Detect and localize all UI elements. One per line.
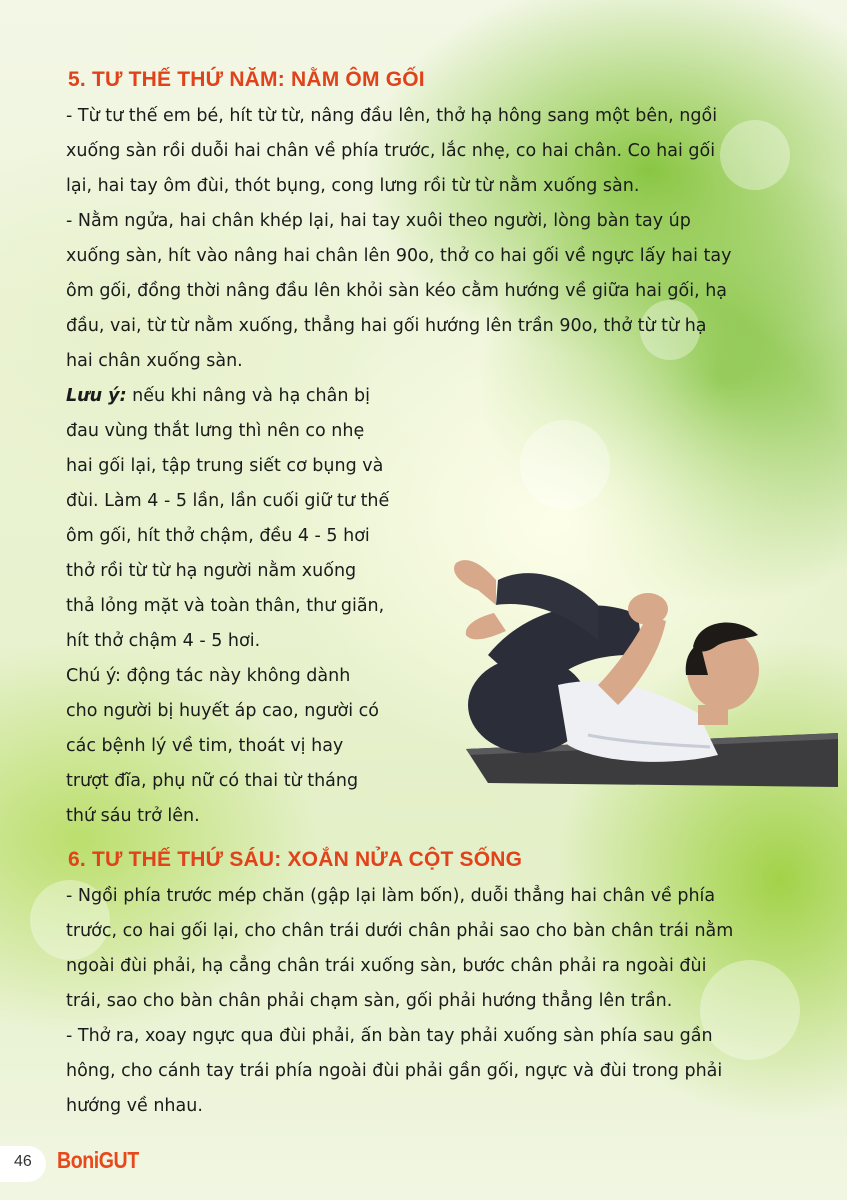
section5-paragraph-2 bbox=[66, 204, 780, 379]
text-line: đau vùng thắt lưng thì nên co nhẹ bbox=[66, 421, 365, 441]
page-number: 46 bbox=[14, 1153, 32, 1170]
text-line: cho người bị huyết áp cao, người có bbox=[66, 701, 379, 721]
text-line: hít thở chậm 4 - 5 hơi. bbox=[66, 631, 261, 651]
yoga-pose-photo bbox=[448, 535, 838, 795]
text-line: nếu khi nâng và hạ chân bị bbox=[126, 386, 370, 406]
text-line: - Ngồi phía trước mép chăn (gập lại làm bốn), duỗi thẳng hai chân về phía bbox=[66, 886, 716, 906]
text-line: ngoài đùi phải, hạ cẳng chân trái xuống sàn, bước chân phải ra ngoài đùi bbox=[66, 956, 707, 976]
section5-note bbox=[66, 379, 416, 659]
text-line: thở rồi từ từ hạ người nằm xuống bbox=[66, 561, 357, 581]
text-line: - Từ tư thế em bé, hít từ từ, nâng đầu lên, thở hạ hông sang một bên, ngồi bbox=[66, 106, 718, 126]
text-line: ôm gối, hít thở chậm, đều 4 - 5 hơi bbox=[66, 526, 370, 546]
text-line: hông, cho cánh tay trái phía ngoài đùi phải gần gối, ngực và đùi trong phải bbox=[66, 1061, 723, 1081]
text-line: xuống sàn rồi duỗi hai chân về phía trước, lắc nhẹ, co hai chân. Co hai gối bbox=[66, 141, 716, 161]
section6-paragraph-1 bbox=[66, 879, 780, 1019]
text-line: thứ sáu trở lên. bbox=[66, 806, 200, 826]
bokeh-light bbox=[520, 420, 610, 510]
text-line: - Thở ra, xoay ngực qua đùi phải, ấn bàn tay phải xuống sàn phía sau gần bbox=[66, 1026, 713, 1046]
text-line: - Nằm ngửa, hai chân khép lại, hai tay xuôi theo người, lòng bàn tay úp bbox=[66, 211, 691, 231]
text-line: trượt đĩa, phụ nữ có thai từ tháng bbox=[66, 771, 359, 791]
text-line: hướng về nhau. bbox=[66, 1096, 203, 1116]
note-label: Lưu ý: bbox=[66, 386, 127, 406]
text-line: hai chân xuống sàn. bbox=[66, 351, 243, 371]
section6-heading: 6. TƯ THẾ THỨ SÁU: XOẮN NỬA CỘT SỐNG bbox=[68, 848, 523, 871]
brand-logo: BoniGUT bbox=[57, 1147, 139, 1173]
text-line: Chú ý: động tác này không dành bbox=[66, 666, 351, 686]
text-line: hai gối lại, tập trung siết cơ bụng và bbox=[66, 456, 384, 476]
text-line: xuống sàn, hít vào nâng hai chân lên 90o, thở co hai gối về ngực lấy hai tay bbox=[66, 246, 732, 266]
text-line: ôm gối, đồng thời nâng đầu lên khỏi sàn kéo cằm hướng về giữa hai gối, hạ bbox=[66, 281, 728, 301]
text-line: lại, hai tay ôm đùi, thót bụng, cong lưng rồi từ từ nằm xuống sàn. bbox=[66, 176, 640, 196]
text-line: trái, sao cho bàn chân phải chạm sàn, gối phải hướng thẳng lên trần. bbox=[66, 991, 673, 1011]
text-line: đầu, vai, từ từ nằm xuống, thẳng hai gối hướng lên trần 90o, thở từ từ hạ bbox=[66, 316, 707, 336]
section6-paragraph-2 bbox=[66, 1019, 780, 1124]
section5-heading: 5. TƯ THẾ THỨ NĂM: NẰM ÔM GỐI bbox=[68, 68, 425, 91]
section5-caution bbox=[66, 659, 416, 834]
text-line: thả lỏng mặt và toàn thân, thư giãn, bbox=[66, 596, 385, 616]
text-line: các bệnh lý về tim, thoát vị hay bbox=[66, 736, 344, 756]
text-line: đùi. Làm 4 - 5 lần, lần cuối giữ tư thế bbox=[66, 491, 390, 511]
text-line: trước, co hai gối lại, cho chân trái dưới chân phải sao cho bàn chân trái nằm bbox=[66, 921, 734, 941]
section5-paragraph-1 bbox=[66, 99, 780, 204]
